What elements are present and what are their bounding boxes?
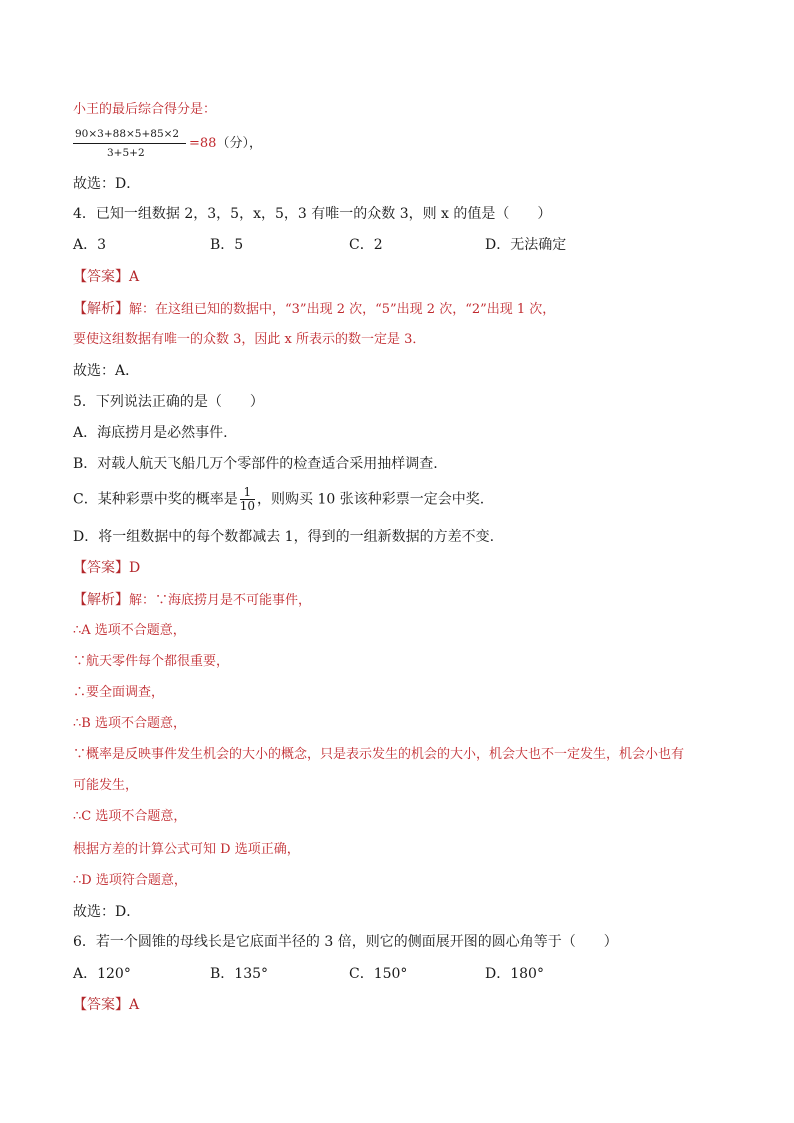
analysis-tag: 【解析】 [73, 301, 129, 317]
q5-analysis-5: ∵概率是反映事件发生机会的大小的概念，只是表示发生的机会的大小，机会大也不一定发生，机会小也有 [73, 747, 685, 762]
q5-option-c-post: ，则购买 10 张该种彩票一定会中奖. [257, 491, 485, 508]
analysis-text: 解：∵海底捞月是不可能事件， [129, 593, 312, 608]
q4-option-d: D．无法确定 [485, 237, 567, 253]
q4-analysis-1 [73, 300, 555, 319]
q5-analysis-3: ∴要全面调查， [73, 685, 165, 700]
q4-choice: 故选：A． [73, 363, 140, 379]
q3-intro: 小王的最后综合得分是： [73, 102, 217, 117]
fraction [240, 486, 255, 513]
q3-choice: 故选：D． [73, 176, 141, 192]
answer-value: A [129, 269, 140, 285]
analysis-text: 解：在这组已知的数据中，“3”出现 2 次，“5”出现 2 次，“2”出现 1 次， [129, 302, 556, 317]
q6-option-d: D．180° [485, 966, 544, 982]
q5-option-c-pre: C．某种彩票中奖的概率是 [73, 491, 238, 508]
q5-analysis-9: ∴D 选项符合题意， [73, 873, 187, 888]
q5-analysis-1: ∴A 选项不合题意， [73, 623, 186, 638]
q5-analysis-2: ∵航天零件每个都很重要， [73, 654, 230, 669]
q4-option-a: A．3 [73, 237, 107, 253]
analysis-tag: 【解析】 [73, 592, 129, 608]
q5-option-b: B．对载人航天飞船几万个零部件的检查适合采用抽样调查. [73, 456, 438, 472]
q4-options [73, 236, 753, 254]
answer-value: D [129, 560, 141, 576]
fraction-numerator: 1 [240, 486, 255, 500]
q5-choice: 故选：D． [73, 904, 141, 920]
q6-question: 6．若一个圆锥的母线长是它底面半径的 3 倍，则它的侧面展开图的圆心角等于（ ） [73, 934, 618, 950]
q6-option-b: B．135° [210, 966, 269, 982]
q5-analysis-8: 根据方差的计算公式可知 D 选项正确， [73, 842, 300, 857]
answer-tag: 【答案】 [73, 997, 129, 1013]
q5-analysis-6: 可能发生， [73, 778, 139, 793]
q5-option-d: D．将一组数据中的每个数都减去 1，得到的一组新数据的方差不变. [73, 529, 495, 545]
q5-analysis-4: ∴B 选项不合题意， [73, 716, 186, 731]
q6-option-c: C．150° [349, 966, 408, 982]
answer-tag: 【答案】 [73, 269, 129, 285]
answer-value: A [129, 997, 140, 1013]
q3-formula [73, 128, 313, 168]
q5-question: 5．下列说法正确的是（ ） [73, 394, 264, 410]
fraction-denominator: 10 [239, 499, 255, 513]
answer-tag: 【答案】 [73, 560, 129, 576]
q4-option-c: C．2 [349, 237, 383, 253]
q3-formula-result: =88 [189, 136, 217, 151]
q6-options [73, 965, 753, 983]
q3-formula-numerator: 90×3+88×5+85×2 [75, 128, 180, 140]
q3-formula-denominator: 3+5+2 [107, 147, 145, 159]
q5-option-c [73, 486, 484, 513]
q4-analysis-2: 要使这组数据有唯一的众数 3，因此 x 所表示的数一定是 3． [73, 332, 426, 347]
fraction-bar [73, 143, 186, 144]
q4-option-b: B．5 [210, 237, 244, 253]
q5-analysis-0 [73, 591, 311, 610]
q4-question: 4．已知一组数据 2，3，5，x，5，3 有唯一的众数 3，则 x 的值是（ ） [73, 206, 552, 222]
q6-option-a: A．120° [73, 966, 131, 982]
q5-analysis-7: ∴C 选项不合题意， [73, 809, 187, 824]
q6-answer [73, 996, 139, 1014]
q4-answer [73, 268, 139, 286]
q3-formula-unit: （分）， [216, 136, 262, 151]
q5-answer [73, 559, 140, 577]
q5-option-a: A．海底捞月是必然事件. [73, 425, 228, 441]
